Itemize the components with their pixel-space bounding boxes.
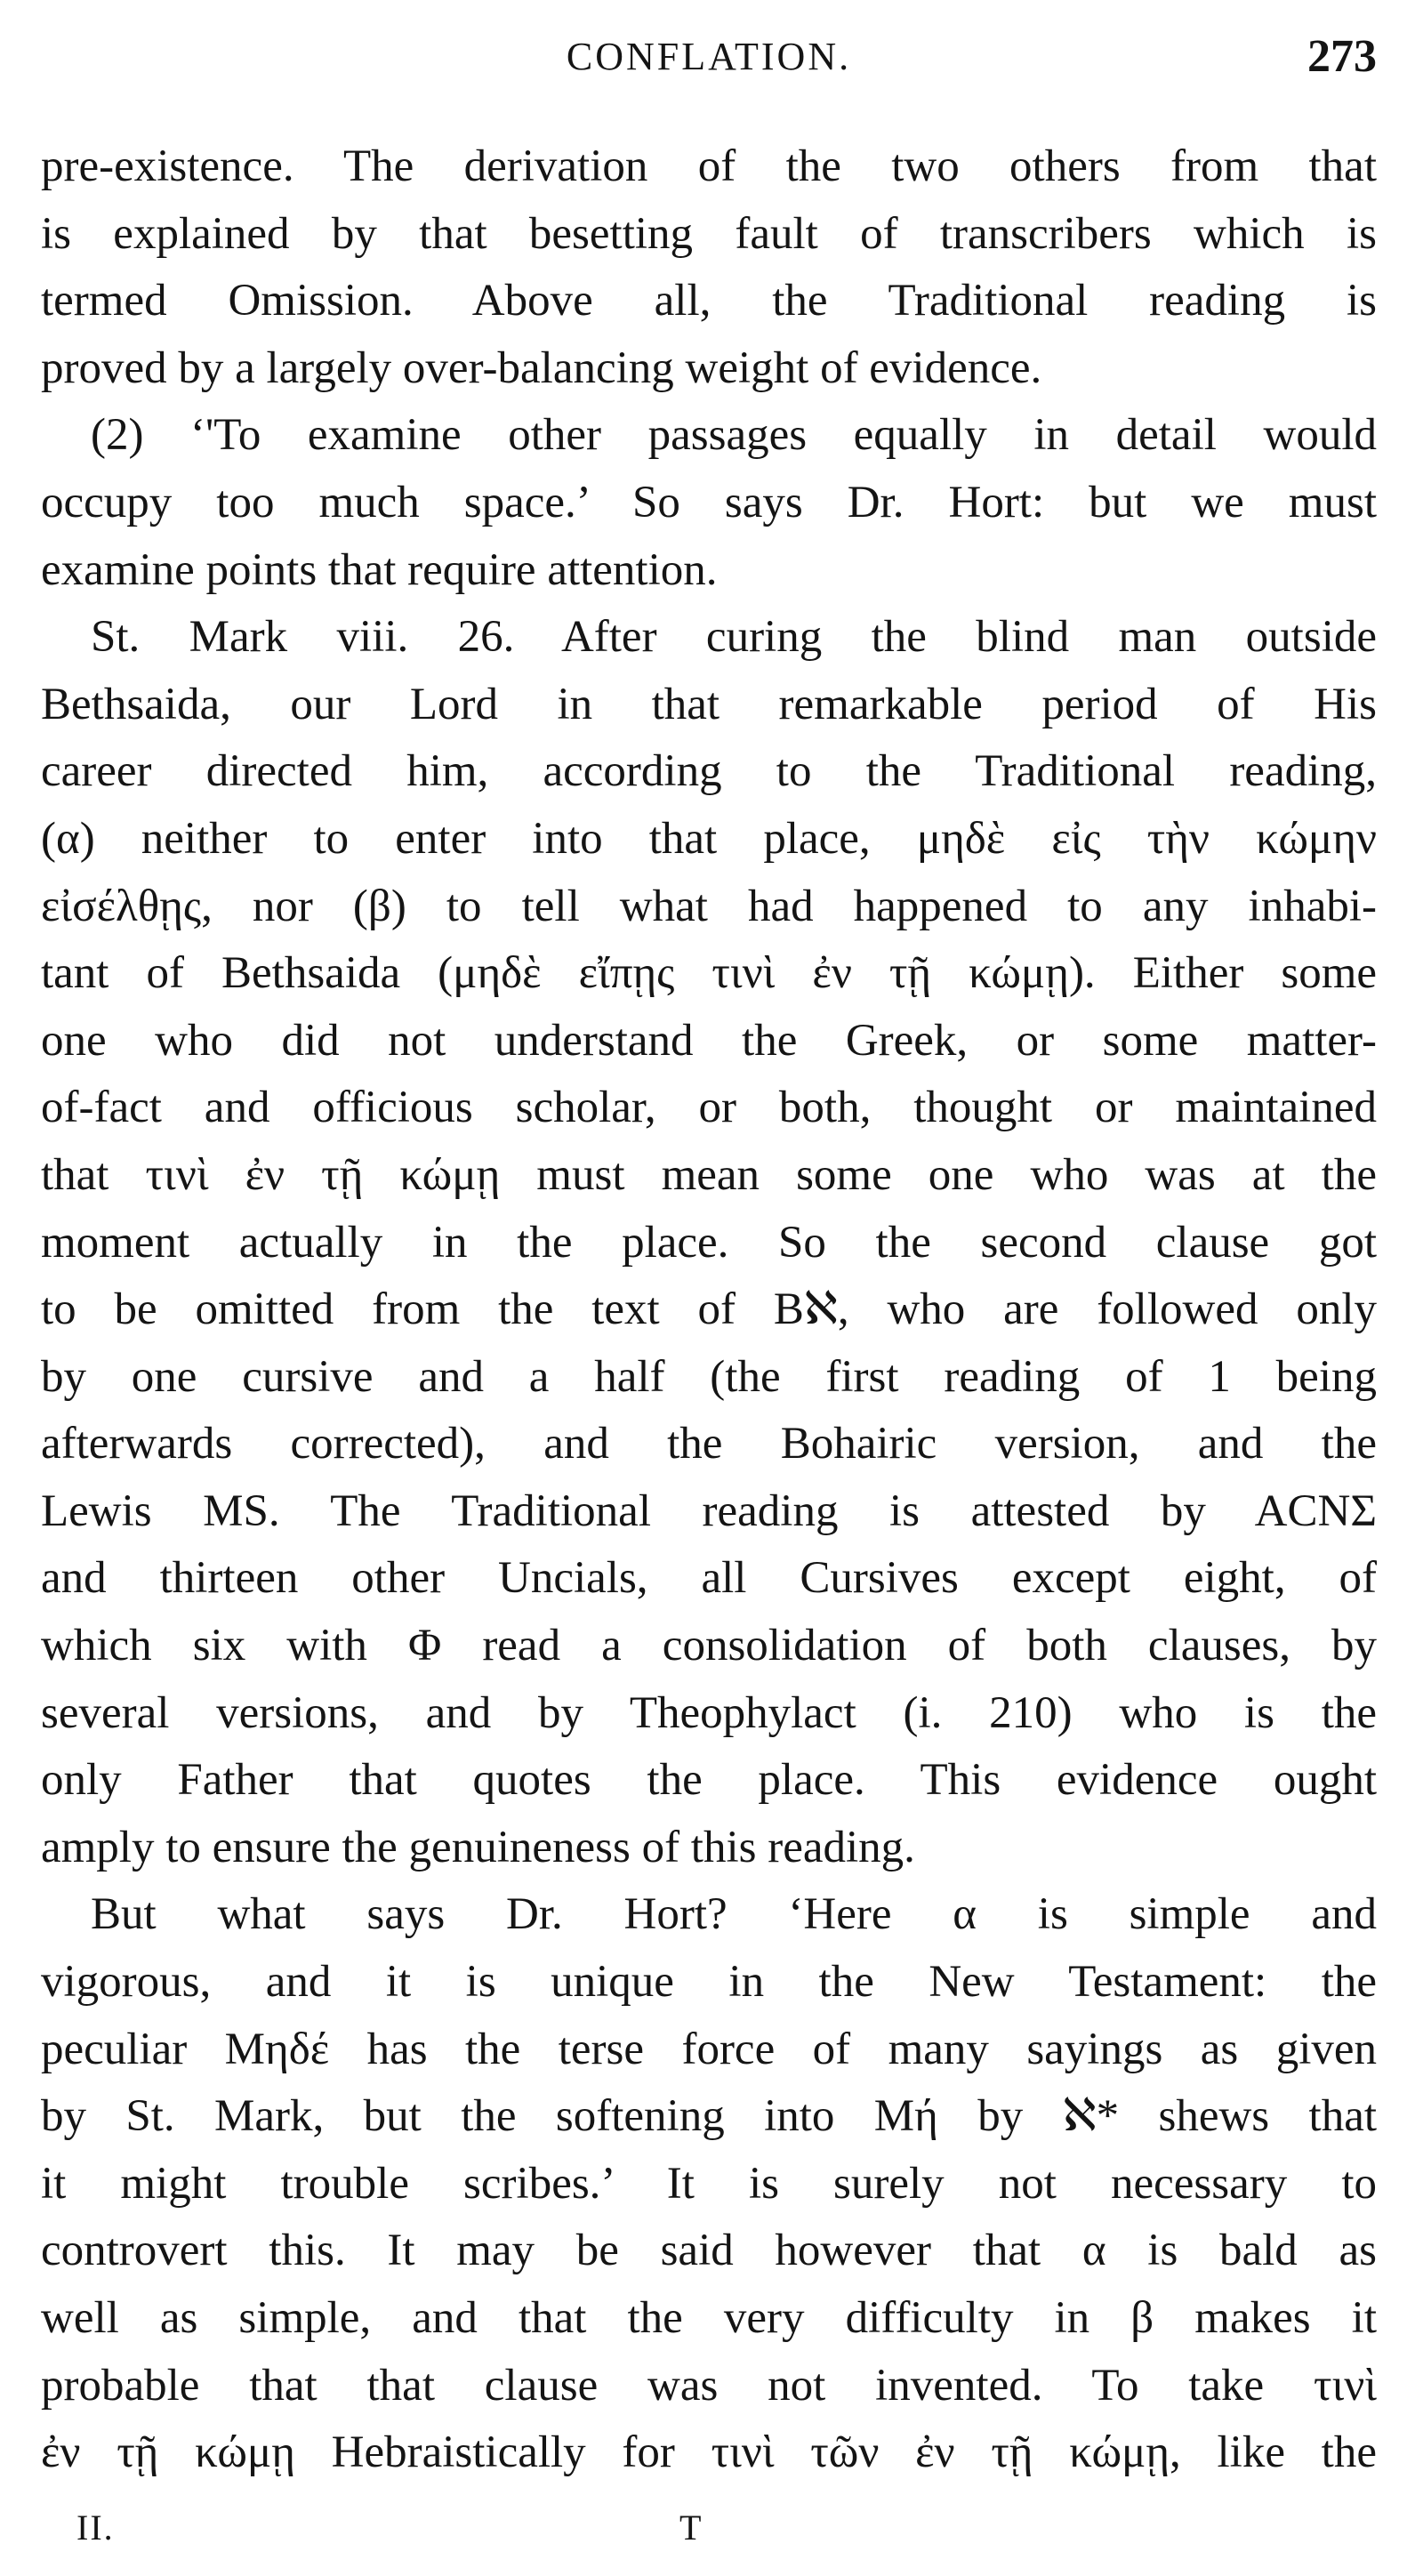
text-line: afterwards corrected), and the Bohairic version, and the [41, 1419, 1377, 1469]
body-text [41, 133, 1377, 2487]
text-line: one who did not understand the Greek, or some matter- [41, 1015, 1377, 1066]
page-number: 273 [1307, 31, 1377, 82]
text-line: examine points that require attention. [41, 544, 718, 595]
running-head: CONFLATION. [566, 35, 852, 78]
text-line: moment actually in the place. So the second clause got [41, 1217, 1377, 1268]
signature-mark: II. [76, 2508, 115, 2548]
text-line: tant of Bethsaida (μηδὲ εἴπῃς τινὶ ἐν τῇ κώμῃ). Either some [41, 948, 1377, 999]
page-header [41, 31, 1377, 87]
text-line: vigorous, and it is unique in the New Testament: the [41, 1957, 1377, 2008]
text-line: by one cursive and a half (the first reading of 1 being [41, 1351, 1377, 1402]
text-line: to be omitted from the text of Bℵ, who are followed only [41, 1284, 1377, 1335]
text-line: (α) neither to enter into that place, μηδὲ εἰς τὴν κώμην [41, 813, 1377, 864]
text-line: occupy too much space.’ So says Dr. Hort: but we must [41, 477, 1377, 527]
text-line: only Father that quotes the place. This evidence ought [41, 1755, 1377, 1806]
text-line: by St. Mark, but the softening into Μή by ℵ* shews that [41, 2091, 1377, 2142]
text-line: termed Omission. Above all, the Traditional reading is [41, 276, 1377, 326]
text-line: pre-existence. The derivation of the two others from that [41, 141, 1377, 191]
text-line: εἰσέλθῃς, nor (β) to tell what had happened to any inhabi- [41, 881, 1377, 931]
text-line: several versions, and by Theophylact (i. 210) who is the [41, 1687, 1377, 1738]
paragraph-start: St. Mark viii. 26. After curing the blind man outside [91, 612, 1377, 663]
text-line: which six with Φ read a consolidation of both clauses, by [41, 1621, 1377, 1671]
text-line: probable that that clause was not invented. To take τινὶ [41, 2360, 1377, 2411]
text-line: Lewis MS. The Traditional reading is attested by ACNΣ [41, 1485, 1377, 1536]
text-line: that τινὶ ἐν τῇ κώμῃ must mean some one who was at the [41, 1149, 1377, 1200]
text-line: is explained by that besetting fault of transcribers which is [41, 208, 1377, 259]
text-line: career directed him, according to the Traditional reading, [41, 746, 1377, 797]
text-line: ἐν τῇ κώμῃ Hebraistically for τινὶ τῶν ἐν τῇ κώμῃ, like the [41, 2427, 1377, 2478]
text-line: controvert this. It may be said however that α is bald as [41, 2226, 1377, 2276]
signature-letter: T [679, 2508, 702, 2548]
text-line: Bethsaida, our Lord in that remarkable period of His [41, 679, 1377, 729]
text-line: peculiar Μηδέ has the terse force of many sayings as given [41, 2024, 1377, 2074]
paragraph-start: (2) ‘'To examine other passages equally in detail would [91, 410, 1377, 461]
text-line: amply to ensure the genuineness of this reading. [41, 1822, 915, 1872]
text-line: well as simple, and that the very difficulty in β makes it [41, 2293, 1377, 2343]
page-footer [41, 2507, 1377, 2551]
paragraph-start: But what says Dr. Hort? ‘Here α is simple and [91, 1889, 1377, 1940]
text-line: it might trouble scribes.’ It is surely not necessary to [41, 2158, 1377, 2209]
text-line: and thirteen other Uncials, all Cursives except eight, of [41, 1553, 1377, 1604]
text-line: proved by a largely over-balancing weight of evidence. [41, 342, 1042, 393]
text-line: of-fact and officious scholar, or both, thought or maintained [41, 1083, 1377, 1133]
